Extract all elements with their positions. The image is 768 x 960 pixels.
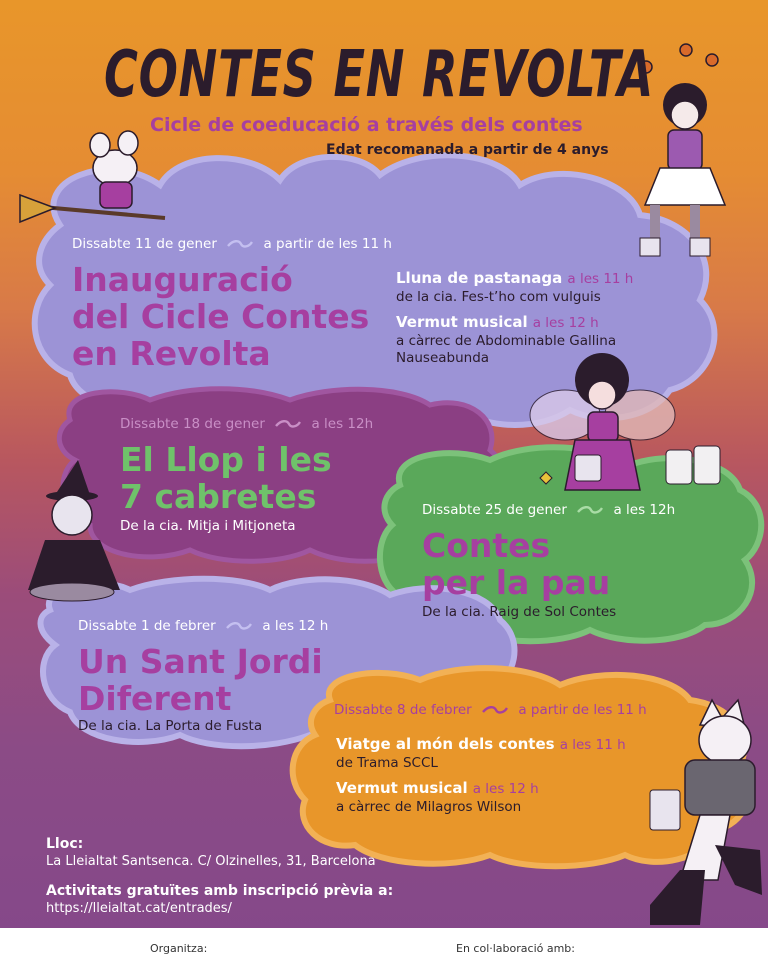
event-1-title: [72, 262, 369, 373]
event-2-title-line: 7 cabretes: [120, 476, 317, 516]
item-name: Lluna de pastanaga: [396, 269, 563, 287]
event-3-day: Dissabte 25 de gener: [422, 502, 567, 518]
place-label: Lloc:: [46, 836, 84, 852]
squiggle-icon: [226, 622, 252, 630]
event-4-title-line: Un Sant Jordi: [78, 642, 323, 681]
item-desc: a càrrec de Abdominable Gallina: [396, 332, 617, 349]
item-time: a les 11 h: [567, 271, 634, 287]
squiggle-icon: [275, 420, 301, 428]
free-activities-label: Activitats gratuïtes amb inscripció prèvia a:: [46, 883, 394, 899]
footer: [0, 928, 768, 960]
event-5-item-1: [336, 734, 626, 772]
event-2-title-line: El Llop i les: [120, 440, 332, 479]
event-1-title-line: en Revolta: [72, 333, 271, 373]
event-4-date: [78, 618, 328, 634]
event-2-title: [120, 442, 332, 516]
event-1-item-1: [396, 268, 633, 306]
registration-link[interactable]: https://lleialtat.cat/entrades/: [46, 901, 232, 916]
event-3-time: a les 12h: [613, 502, 676, 518]
event-4-desc: De la cia. La Porta de Fusta: [78, 718, 263, 734]
event-5-time: a partir de les 11 h: [518, 702, 647, 718]
item-desc: a càrrec de Milagros Wilson: [336, 798, 522, 815]
event-2-time: a les 12h: [311, 416, 374, 432]
event-3-title: [422, 528, 610, 602]
item-time: a les 12 h: [472, 781, 539, 798]
item-name: Vermut musical: [396, 313, 528, 332]
event-5-item-2: [336, 778, 626, 816]
item-time: a les 11 h: [559, 737, 626, 753]
event-3-title-line: per la pau: [422, 562, 611, 602]
event-4-title-line: Diferent: [78, 678, 232, 718]
squiggle-icon: [227, 240, 253, 248]
event-1-date: [72, 236, 392, 252]
event-1-item-2: [396, 312, 633, 368]
event-3-desc: De la cia. Raig de Sol Contes: [422, 604, 617, 620]
subtitle: Cicle de coeducació a través dels contes: [150, 114, 583, 136]
event-4-title: [78, 644, 323, 718]
event-5-items: [336, 734, 626, 816]
event-5-date: [334, 702, 647, 718]
info-block: [46, 836, 393, 916]
squiggle-icon: [577, 506, 603, 514]
event-3-title-line: Contes: [422, 526, 551, 565]
event-2-date: [120, 416, 373, 432]
poster-title: [104, 8, 664, 118]
item-desc: de la cia. Fes-t’ho com vulguis: [396, 288, 601, 305]
event-1-title-line: del Cicle Contes: [72, 296, 370, 336]
collaboration-label: En col·laboració amb:: [456, 942, 575, 955]
poster-title-text: CONTES EN REVOLTA: [104, 38, 654, 112]
item-desc: de Trama SCCL: [336, 754, 438, 771]
event-2-day: Dissabte 18 de gener: [120, 416, 265, 432]
item-time: a les 12 h: [532, 315, 599, 332]
event-5-day: Dissabte 8 de febrer: [334, 702, 472, 718]
event-1-items: [396, 268, 633, 368]
event-2-desc: De la cia. Mitja i Mitjoneta: [120, 518, 296, 534]
item-name: Viatge al món dels contes: [336, 735, 555, 753]
event-4-time: a les 12 h: [262, 618, 329, 634]
age-recommendation: Edat recomanada a partir de 4 anys: [326, 142, 609, 158]
item-desc: Nauseabunda: [396, 350, 490, 367]
squiggle-icon: [482, 706, 508, 714]
place-address: La Lleialtat Santsenca. C/ Olzinelles, 31, Barcelona: [46, 854, 376, 869]
item-name: Vermut musical: [336, 779, 468, 798]
event-1-title-line: Inauguració: [72, 260, 293, 299]
event-1-day: Dissabte 11 de gener: [72, 236, 217, 252]
event-1-time: a partir de les 11 h: [263, 236, 392, 252]
organiser-label: Organitza:: [150, 942, 208, 955]
event-4-day: Dissabte 1 de febrer: [78, 618, 216, 634]
event-3-date: [422, 502, 675, 518]
